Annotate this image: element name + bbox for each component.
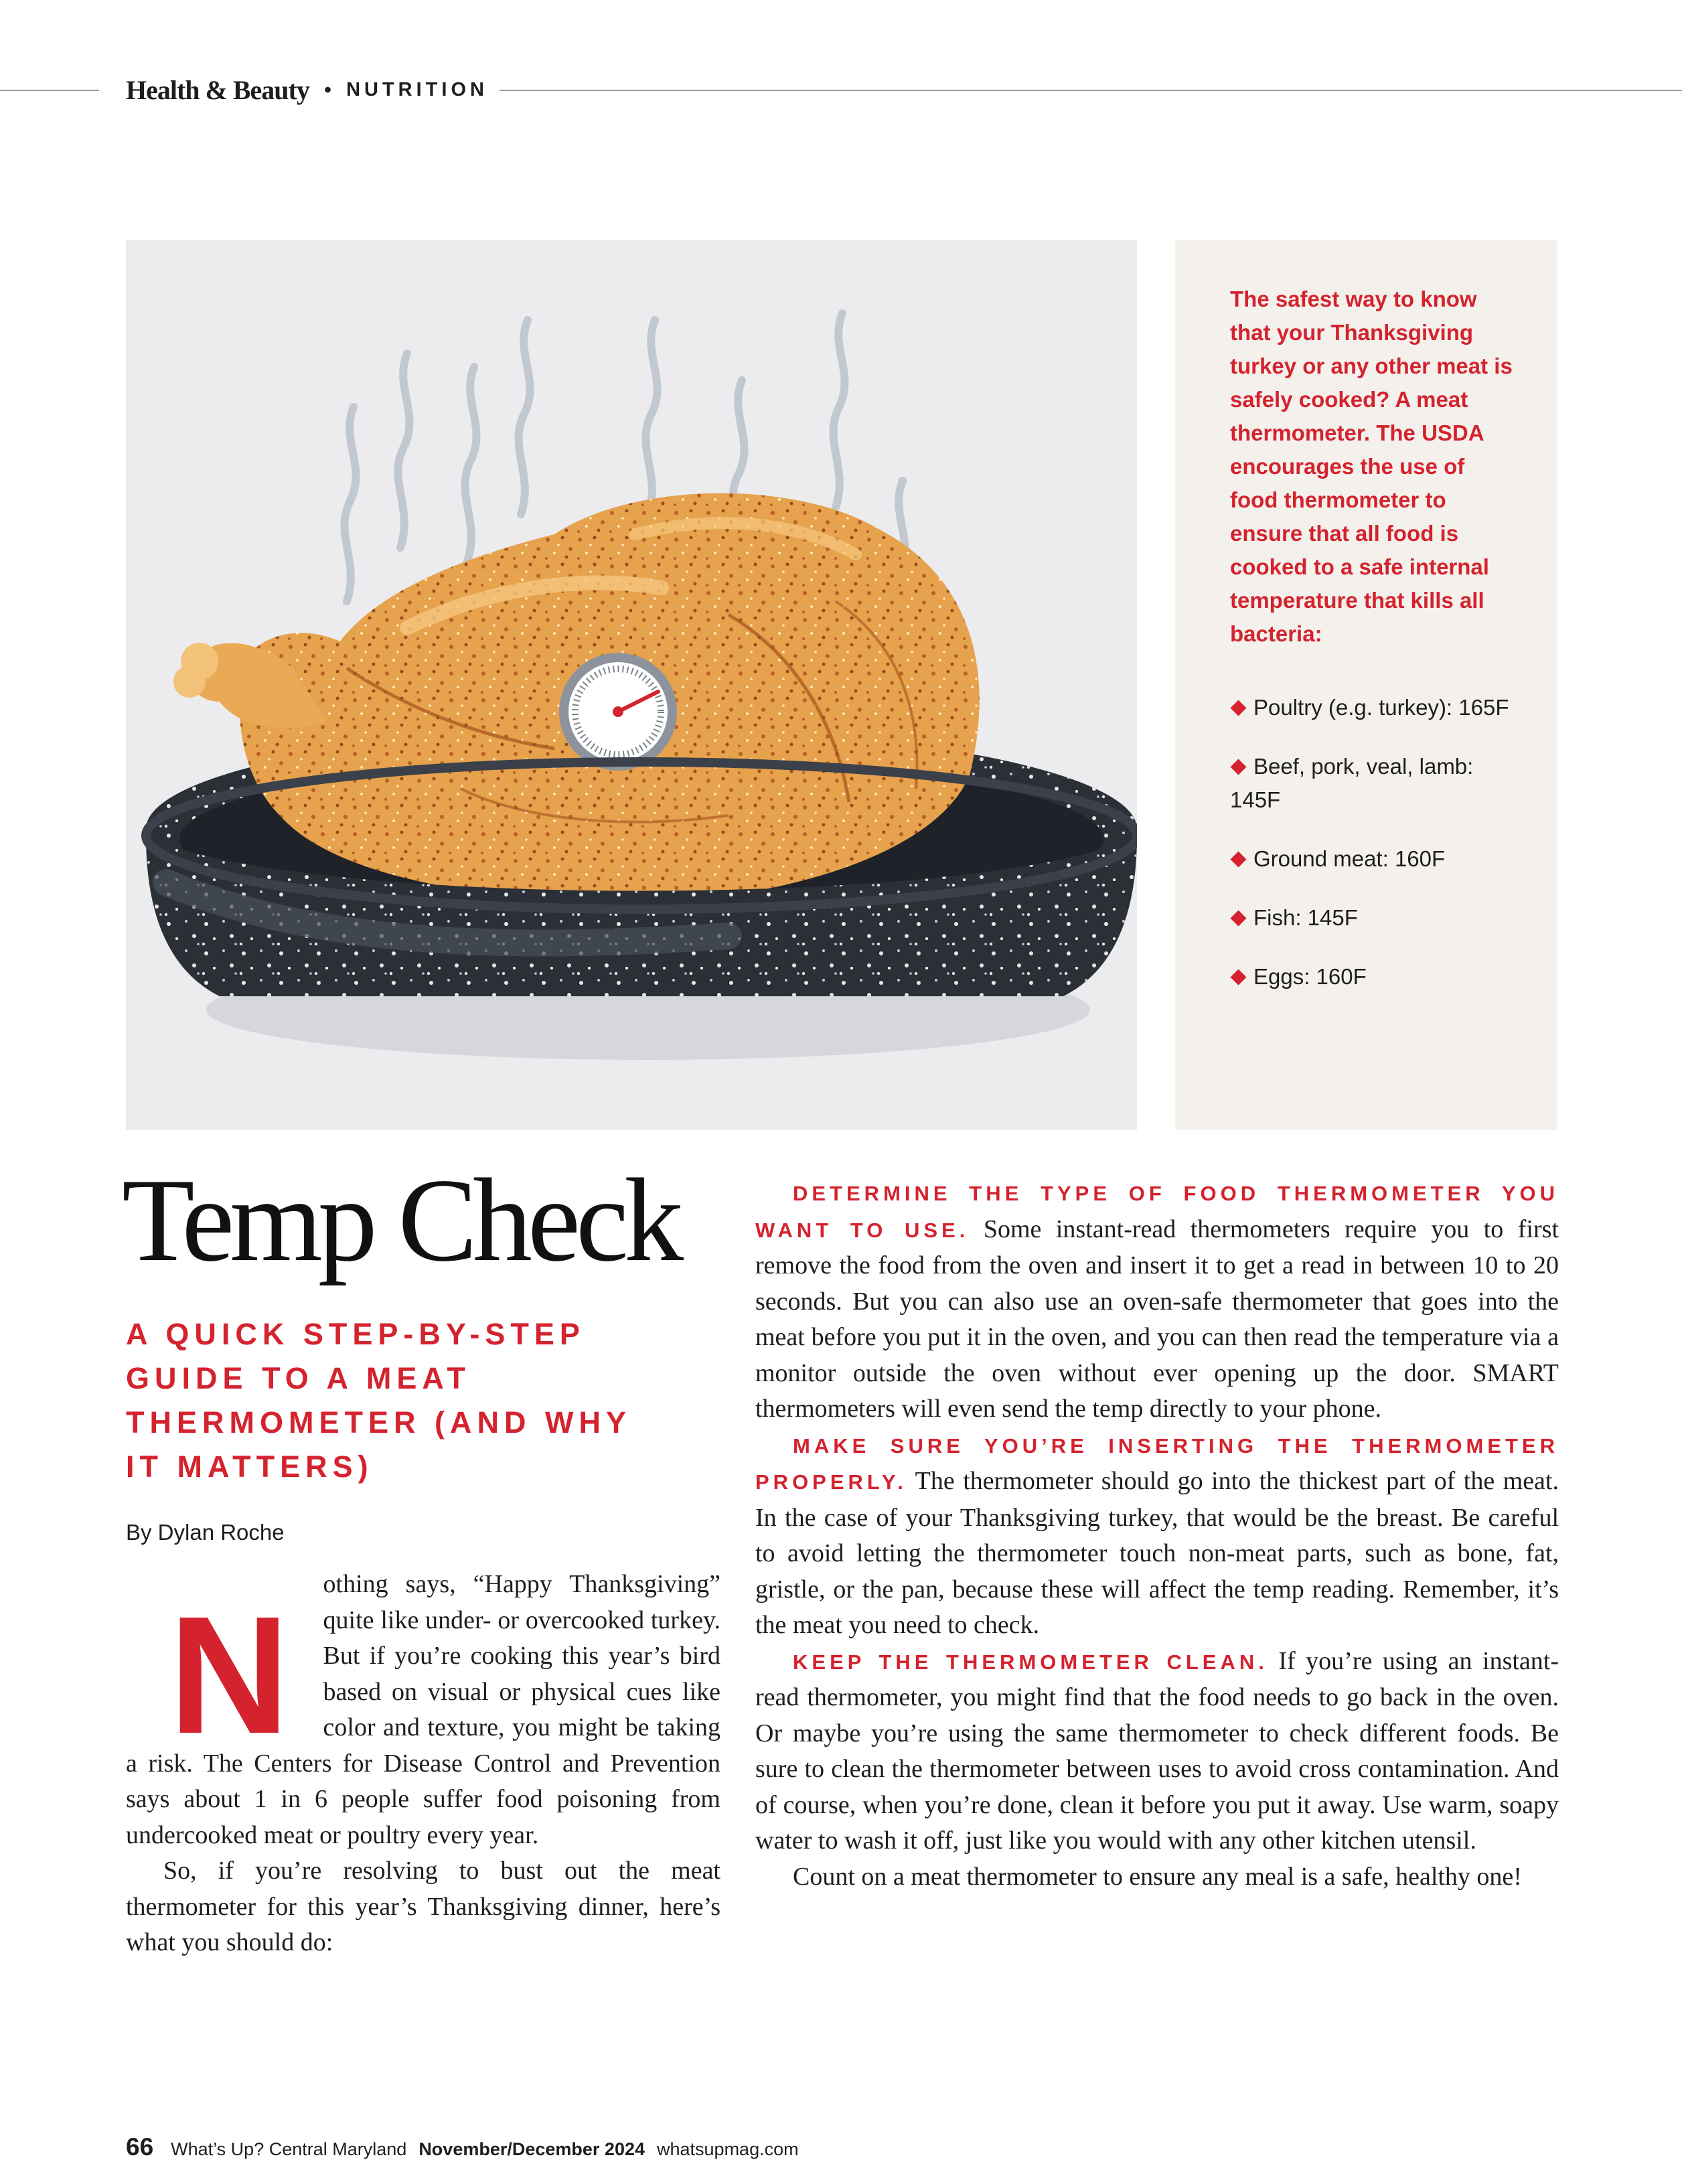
- issue-date: November/December 2024: [418, 2139, 645, 2159]
- publication-name: What’s Up? Central Maryland: [171, 2139, 407, 2159]
- body-paragraph: So, if you’re resolving to bust out the meat thermometer for this year’s Thanksgiving dinner, here’s what you should do:: [126, 1857, 720, 1956]
- diamond-icon: [1230, 759, 1246, 775]
- section-separator: •: [323, 77, 332, 102]
- section-header: [126, 70, 488, 110]
- list-item: [1230, 960, 1517, 994]
- article-title: Temp Check: [122, 1154, 679, 1286]
- safe-temperatures-sidebar: [1175, 240, 1557, 1130]
- diamond-icon: [1230, 969, 1246, 985]
- temp-item-label: Fish: 145F: [1253, 905, 1358, 930]
- step-heading: KEEP THE THERMOMETER CLEAN.: [793, 1650, 1268, 1674]
- section-subtitle: NUTRITION: [346, 78, 488, 100]
- step-text: If you’re using an instant-read thermometer, you might find that the food needs to go back in the oven. Or maybe you’re using the same thermometer to check different foods. Be sure to clean the thermometer between uses to avoid cross contamination. And of course, when you’re done, clean it before you put it away. Use warm, soapy water to wash it off, just like you would with any other kitchen utensil.: [755, 1646, 1559, 1855]
- header-rule-left: [0, 90, 99, 91]
- header-rule-right: [500, 90, 1682, 91]
- temp-item-label: Ground meat: 160F: [1253, 846, 1446, 871]
- article-column-right: [755, 1175, 1559, 1895]
- temperature-list: [1230, 691, 1517, 994]
- sidebar-intro: The safest way to know that your Thanksgiving turkey or any other meat is safely cooked? A meat thermometer. The USDA encourages the use of food thermometer to ensure that all food is cooked to a safe internal temperature that kills all bacteria:: [1230, 287, 1513, 646]
- turkey-illustration: [126, 240, 1137, 1130]
- section-name: Health & Beauty: [126, 74, 309, 105]
- intro-paragraph: [126, 1567, 720, 1853]
- website-link[interactable]: whatsupmag.com: [657, 2139, 799, 2159]
- drop-cap: N: [169, 1581, 290, 1768]
- step-heading: MAKE SURE YOU’RE INSERTING THE THERMOMETER PROPERLY.: [755, 1433, 1559, 1494]
- page-number: 66: [126, 2133, 154, 2161]
- meat-thermometer-icon: [559, 653, 677, 771]
- article-column-left: [126, 1567, 720, 1961]
- list-item: [1230, 842, 1517, 876]
- temp-item-label: Beef, pork, veal, lamb: 145F: [1230, 754, 1474, 812]
- step-text: The thermometer should go into the thickest part of the meat. In the case of your Thanksgiving turkey, that would be the breast. Be careful to avoid letting the thermometer touch non-meat parts, such as bone, fat, gristle, or the pan, because these will affect the temp reading. Remember, it’s the meat you need to check.: [755, 1467, 1559, 1639]
- step-heading: DETERMINE THE TYPE OF FOOD THERMOMETER YOU WANT TO USE.: [755, 1182, 1559, 1242]
- list-item: [1230, 750, 1517, 817]
- list-item: [1230, 691, 1517, 724]
- byline: By Dylan Roche: [126, 1520, 285, 1545]
- article-dek: A QUICK STEP-BY-STEP GUIDE TO A MEAT THERMOMETER (AND WHY IT MATTERS): [126, 1317, 631, 1484]
- roast-turkey-icon: [126, 240, 1137, 1130]
- step-text: Some instant-read thermometers require you to first remove the food from the oven and insert it to get a read in between 10 to 20 seconds. But you can also use an oven-safe thermometer that goes into the meat before you put it in the oven, and you can then read the temperature via a monitor outside the oven without ever opening up the door. SMART thermometers will even send the temp directly to your phone.: [755, 1215, 1559, 1423]
- diamond-icon: [1230, 910, 1246, 926]
- list-item: [1230, 901, 1517, 935]
- step-paragraph: [755, 1175, 1559, 1427]
- page-footer: [126, 2133, 799, 2161]
- temp-item-label: Poultry (e.g. turkey): 165F: [1253, 695, 1509, 720]
- diamond-icon: [1230, 851, 1246, 867]
- intro-text: othing says, “Happy Thanksgiving” quite like under- or overcooked turkey. But if you’re cooking this year’s bird based on visual or physical cues like color and texture, you might be taking a risk. The Centers for Disease Control and Prevention says about 1 in 6 people suffer food poisoning from undercooked meat or poultry every year.: [126, 1570, 720, 1849]
- step-paragraph: [755, 1644, 1559, 1859]
- diamond-icon: [1230, 700, 1246, 716]
- temp-item-label: Eggs: 160F: [1253, 964, 1367, 989]
- closing-paragraph: Count on a meat thermometer to ensure any meal is a safe, healthy one!: [793, 1862, 1522, 1891]
- step-paragraph: [755, 1427, 1559, 1644]
